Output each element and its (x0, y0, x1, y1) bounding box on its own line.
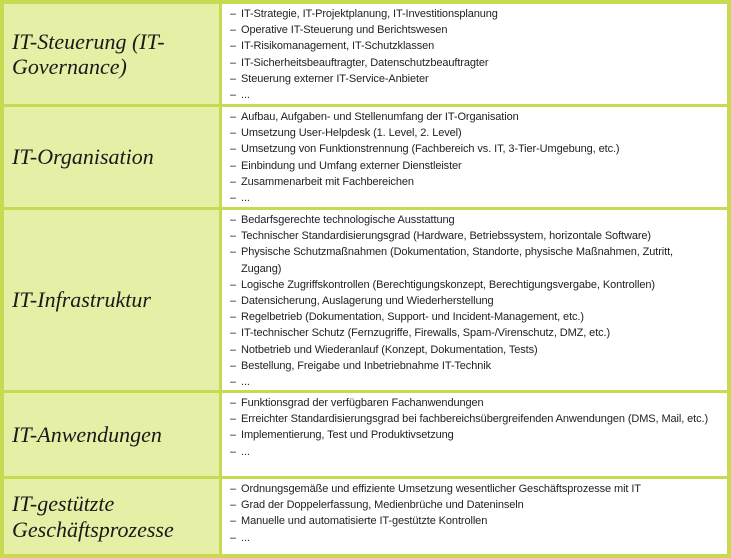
list-item-text: ... (241, 89, 250, 102)
list-item (230, 325, 713, 341)
list-item (230, 55, 713, 71)
dash-bullet: – (230, 397, 237, 409)
dash-bullet: – (230, 40, 237, 53)
list-item-text: Umsetzung User-Helpdesk (1. Level, 2. Level) (241, 127, 462, 140)
list-item (230, 481, 713, 497)
dash-bullet: – (230, 311, 237, 324)
list-item-text: Grad der Doppelerfassung, Medienbrüche und Dateninseln (241, 499, 524, 512)
dash-bullet: – (230, 413, 237, 426)
list-item (230, 22, 713, 38)
list-item (230, 513, 713, 529)
details-cell-it-gestuetzte-geschaeftsprozesse (222, 479, 727, 554)
dash-bullet: – (230, 230, 237, 243)
list-item (230, 411, 713, 427)
list-item-text: Notbetrieb und Wiederanlauf (Konzept, Dokumentation, Tests) (241, 343, 538, 356)
list-item (230, 427, 713, 443)
category-cell-it-infrastruktur (4, 210, 219, 390)
category-label-it-gestuetzte-geschaeftsprozesse: IT-gestützte Geschäftsprozesse (12, 491, 174, 542)
category-label-it-infrastruktur: IT-Infrastruktur (12, 287, 151, 313)
dash-bullet: – (230, 343, 237, 356)
list-item (230, 141, 713, 157)
list-item-text: Operative IT-Steuerung und Berichtswesen (241, 24, 448, 37)
list-item-text: Umsetzung von Funktionstrennung (Fachbereich vs. IT, 3-Tier-Umgebung, etc.) (241, 143, 620, 156)
dash-bullet: – (230, 531, 237, 544)
details-cell-it-anwendungen (222, 393, 727, 476)
list-item-text: Bestellung, Freigabe und Inbetriebnahme IT-Technik (241, 359, 491, 372)
dash-bullet: – (230, 214, 237, 226)
list-item-text: Datensicherung, Auslagerung und Wiederherstellung (241, 295, 494, 308)
list-item-text: Steuerung externer IT-Service-Anbieter (241, 72, 429, 85)
list-item (230, 395, 713, 411)
list-item-text: Regelbetrieb (Dokumentation, Support- und Incident-Management, etc.) (241, 311, 584, 324)
details-cell-it-organisation (222, 107, 727, 207)
category-label-it-organisation: IT-Organisation (12, 144, 154, 170)
list-item-text: Physische Schutzmaßnahmen (Dokumentation, Standorte, physische Maßnahmen, Zutritt, Zugang) (241, 246, 674, 275)
list-item (230, 358, 713, 374)
list-item (230, 212, 713, 228)
list-item (230, 109, 713, 125)
dash-bullet: – (230, 483, 237, 495)
dash-bullet: – (230, 8, 237, 20)
list-item (230, 309, 713, 325)
list-item (230, 244, 713, 276)
list-item (230, 71, 713, 87)
dash-bullet: – (230, 175, 237, 188)
category-cell-it-organisation (4, 107, 219, 207)
dash-bullet: – (230, 111, 237, 123)
dash-bullet: – (230, 24, 237, 37)
list-item-text: Logische Zugriffskontrollen (Berechtigungskonzept, Berechtigungsvergabe, Kontrollen) (241, 278, 655, 291)
list-item-text: IT-technischer Schutz (Fernzugriffe, Firewalls, Spam-/Virenschutz, DMZ, etc.) (241, 327, 611, 340)
list-item-text: IT-Risikomanagement, IT-Schutzklassen (241, 40, 435, 53)
list-item-text: Erreichter Standardisierungsgrad bei fachbereichsübergreifenden Anwendungen (DMS, Mail, etc.) (241, 413, 709, 426)
category-cell-it-anwendungen (4, 393, 219, 476)
list-item-text: ... (241, 376, 250, 389)
dash-bullet: – (230, 246, 237, 259)
dash-bullet: – (230, 376, 237, 389)
list-item (230, 190, 713, 206)
list-item (230, 444, 713, 460)
dash-bullet: – (230, 445, 237, 458)
list-item (230, 158, 713, 174)
list-item (230, 530, 713, 546)
category-cell-it-gestuetzte-geschaeftsprozesse (4, 479, 219, 554)
dash-bullet: – (230, 327, 237, 340)
category-label-it-anwendungen: IT-Anwendungen (12, 421, 162, 447)
list-item-text: ... (241, 445, 250, 458)
list-item (230, 497, 713, 513)
list-item-text: IT-Sicherheitsbeauftragter, Datenschutzbeauftragter (241, 56, 489, 69)
dash-bullet: – (230, 127, 237, 140)
list-item (230, 38, 713, 54)
dash-bullet: – (230, 72, 237, 85)
category-label-it-steuerung: IT-Steuerung (IT-Governance) (12, 28, 165, 79)
details-cell-it-steuerung (222, 4, 727, 104)
list-item (230, 374, 713, 390)
dash-bullet: – (230, 143, 237, 156)
list-item (230, 6, 713, 22)
dash-bullet: – (230, 192, 237, 205)
list-item (230, 228, 713, 244)
list-item-text: Ordnungsgemäße und effiziente Umsetzung wesentlicher Geschäftsprozesse mit IT (241, 483, 641, 495)
list-item (230, 293, 713, 309)
list-item (230, 125, 713, 141)
list-item-text: Einbindung und Umfang externer Dienstleister (241, 159, 462, 172)
list-item (230, 87, 713, 103)
details-cell-it-infrastruktur (222, 210, 727, 390)
list-item-text: Aufbau, Aufgaben- und Stellenumfang der IT-Organisation (241, 111, 519, 123)
dash-bullet: – (230, 278, 237, 291)
dash-bullet: – (230, 89, 237, 102)
dash-bullet: – (230, 359, 237, 372)
dash-bullet: – (230, 56, 237, 69)
list-item-text: Bedarfsgerechte technologische Ausstattung (241, 214, 455, 226)
list-item-text: IT-Strategie, IT-Projektplanung, IT-Investitionsplanung (241, 8, 498, 20)
list-item-text: Funktionsgrad der verfügbaren Fachanwendungen (241, 397, 484, 409)
category-cell-it-steuerung (4, 4, 219, 104)
list-item-text: Technischer Standardisierungsgrad (Hardware, Betriebssystem, horizontale Software) (241, 230, 651, 243)
list-item (230, 277, 713, 293)
list-item-text: ... (241, 531, 250, 544)
dash-bullet: – (230, 515, 237, 528)
dash-bullet: – (230, 159, 237, 172)
list-item-text: Implementierung, Test und Produktivsetzung (241, 429, 454, 442)
dash-bullet: – (230, 499, 237, 512)
dash-bullet: – (230, 295, 237, 308)
list-item-text: Manuelle und automatisierte IT-gestützte Kontrollen (241, 515, 488, 528)
list-item (230, 342, 713, 358)
dash-bullet: – (230, 429, 237, 442)
list-item-text: ... (241, 192, 250, 205)
list-item (230, 174, 713, 190)
list-item-text: Zusammenarbeit mit Fachbereichen (241, 175, 414, 188)
